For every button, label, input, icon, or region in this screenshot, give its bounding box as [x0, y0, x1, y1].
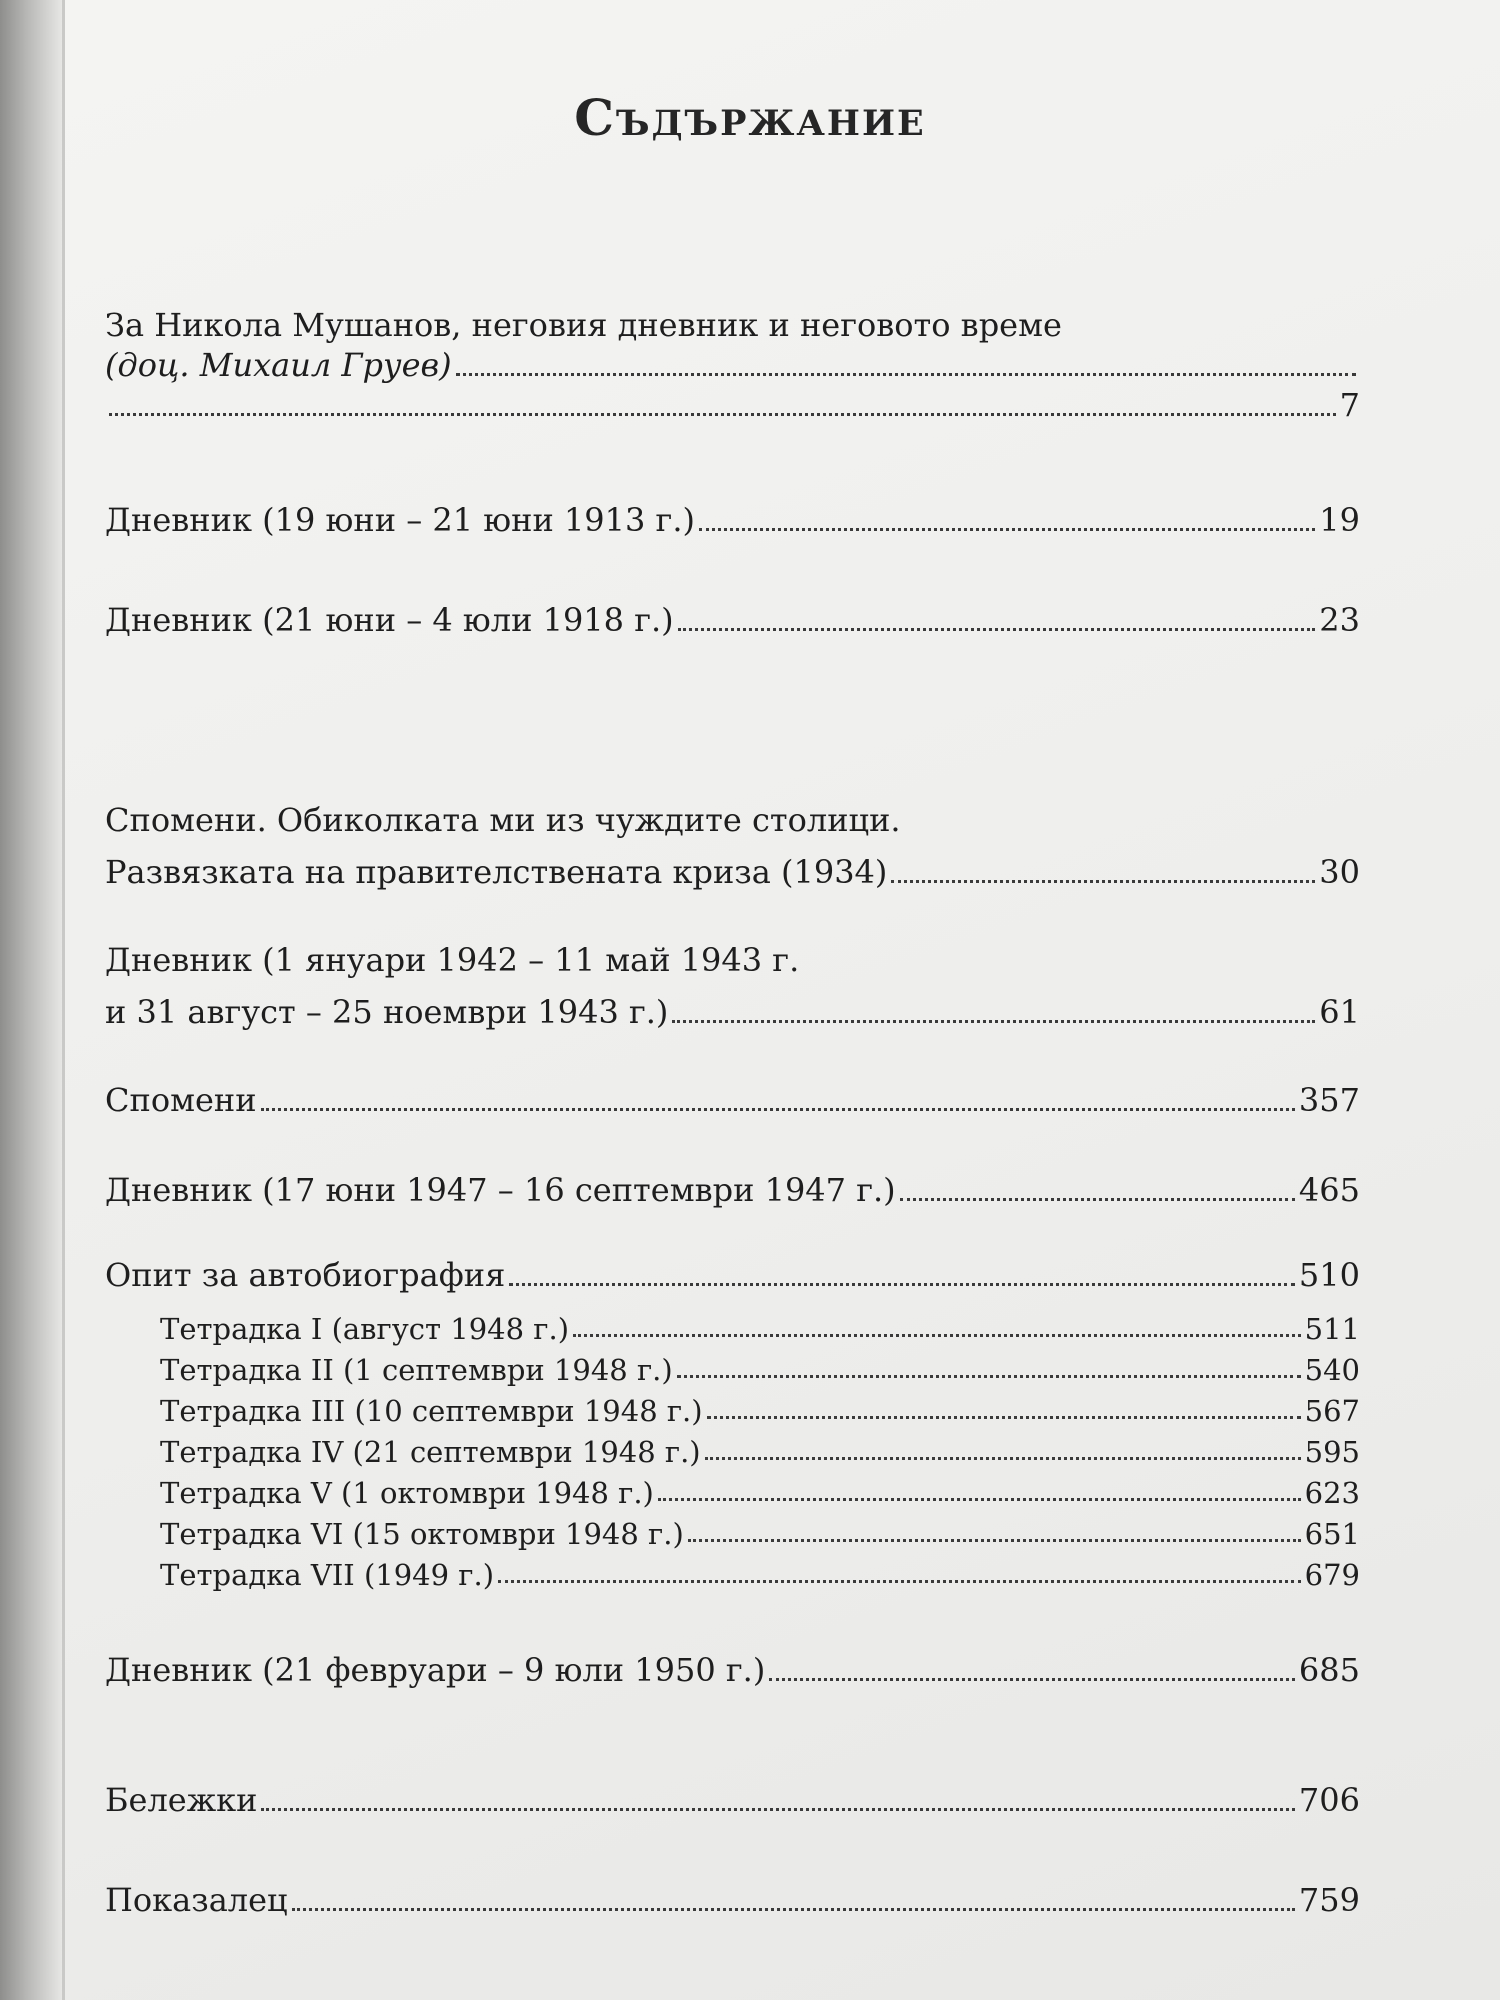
- dot-leader: [509, 1283, 1295, 1286]
- toc-subentry-notebook-5: [160, 1476, 1360, 1510]
- toc-entry-label-cont: Развязката на правителствената криза (1934): [105, 853, 888, 891]
- toc-subentry-label: Тетрадка VI (15 октомври 1948 г.): [160, 1517, 684, 1551]
- toc-page-number: 19: [1319, 501, 1360, 539]
- toc-page-number: 510: [1298, 1256, 1360, 1294]
- toc-subentry-notebook-1: [160, 1312, 1360, 1346]
- toc-page-number: 759: [1298, 1881, 1360, 1919]
- toc-subentry-label: Тетрадка II (1 септември 1948 г.): [160, 1353, 673, 1387]
- dot-leader: [891, 880, 1315, 883]
- dot-leader: [699, 528, 1315, 531]
- toc-entry-label: Дневник (21 февруари – 9 юли 1950 г.): [105, 1651, 766, 1689]
- toc-subentry-label: Тетрадка VII (1949 г.): [160, 1558, 495, 1592]
- toc-page-number: 357: [1298, 1081, 1360, 1119]
- dot-leader: [900, 1198, 1295, 1201]
- toc-entry-memories-1934: [105, 800, 1360, 892]
- toc-subentry-notebook-6: [160, 1517, 1360, 1551]
- toc-page-number: 595: [1304, 1435, 1360, 1469]
- toc-entry-diary-1947: [105, 1170, 1360, 1210]
- toc-page-number: 685: [1298, 1651, 1360, 1689]
- toc-page-number: 23: [1319, 601, 1360, 639]
- dot-leader: [678, 628, 1316, 631]
- toc-entry-label: Дневник (19 юни – 21 юни 1913 г.): [105, 501, 695, 539]
- dot-leader: [677, 1375, 1301, 1378]
- toc-page-number: 651: [1304, 1517, 1360, 1551]
- toc-entry-diary-1950: [105, 1650, 1360, 1690]
- toc-entry-label-cont: и 31 август – 25 ноември 1943 г.): [105, 993, 669, 1031]
- toc-subentry-notebook-7: [160, 1558, 1360, 1592]
- dot-leader: [573, 1334, 1301, 1337]
- toc-entry-diary-1913: [105, 500, 1360, 540]
- toc-entry-label: Показалец: [105, 1881, 288, 1919]
- toc-page-number: 706: [1298, 1781, 1360, 1819]
- toc-entry-autobiography: [105, 1255, 1360, 1295]
- toc-entry-author: (доц. Михаил Груев): [105, 346, 452, 384]
- dot-leader: [658, 1498, 1301, 1501]
- toc-subentry-label: Тетрадка IV (21 септември 1948 г.): [160, 1435, 701, 1469]
- toc-entry-index: [105, 1880, 1360, 1920]
- toc-page-number: 61: [1319, 993, 1360, 1031]
- dot-leader: [456, 373, 1356, 376]
- toc-entry-notes: [105, 1780, 1360, 1820]
- dot-leader: [769, 1678, 1295, 1681]
- toc-subentry-label: Тетрадка V (1 октомври 1948 г.): [160, 1476, 654, 1510]
- dot-leader: [498, 1580, 1301, 1583]
- toc-page-number: 7: [1339, 386, 1360, 424]
- toc-subentry-notebook-3: [160, 1394, 1360, 1428]
- toc-page-number: 540: [1304, 1353, 1360, 1387]
- toc-page-number: 623: [1304, 1476, 1360, 1510]
- dot-leader: [261, 1808, 1294, 1811]
- toc-subentry-notebook-2: [160, 1353, 1360, 1387]
- toc-entry-label: Дневник (17 юни 1947 – 16 септември 1947 г.): [105, 1171, 896, 1209]
- toc-entry-memories: [105, 1080, 1360, 1120]
- toc-entry-label: Бележки: [105, 1781, 258, 1819]
- toc-entry-label: Дневник (21 юни – 4 юли 1918 г.): [105, 601, 674, 639]
- toc-page-number: 511: [1304, 1312, 1360, 1346]
- toc-entry-diary-1942: [105, 940, 1360, 1032]
- toc-entry-label: За Никола Мушанов, неговия дневник и неговото време: [105, 306, 1062, 344]
- toc-entry-label: Опит за автобиография: [105, 1256, 506, 1294]
- toc-entry-intro: [105, 305, 1360, 425]
- toc-page-number: 567: [1304, 1394, 1360, 1428]
- dot-leader: [707, 1416, 1301, 1419]
- dot-leader: [292, 1908, 1295, 1911]
- book-gutter-shadow: [0, 0, 62, 2000]
- dot-leader: [672, 1020, 1315, 1023]
- toc-entry-diary-1918: [105, 600, 1360, 640]
- dot-leader: [688, 1539, 1301, 1542]
- page-title: Съдържание: [574, 88, 926, 147]
- dot-leader: [109, 413, 1336, 416]
- dot-leader: [705, 1457, 1301, 1460]
- toc-page-number: 30: [1319, 853, 1360, 891]
- toc-page-number: 679: [1304, 1558, 1360, 1592]
- toc-entry-label: Спомени. Обиколката ми из чуждите столици.: [105, 801, 901, 839]
- toc-page-number: 465: [1298, 1171, 1360, 1209]
- toc-subentry-label: Тетрадка I (август 1948 г.): [160, 1312, 570, 1346]
- toc-entry-label: Спомени: [105, 1081, 257, 1119]
- toc-subentry-label: Тетрадка III (10 септември 1948 г.): [160, 1394, 703, 1428]
- dot-leader: [261, 1108, 1295, 1111]
- toc-entry-label: Дневник (1 януари 1942 – 11 май 1943 г.: [105, 941, 800, 979]
- toc-subentry-notebook-4: [160, 1435, 1360, 1469]
